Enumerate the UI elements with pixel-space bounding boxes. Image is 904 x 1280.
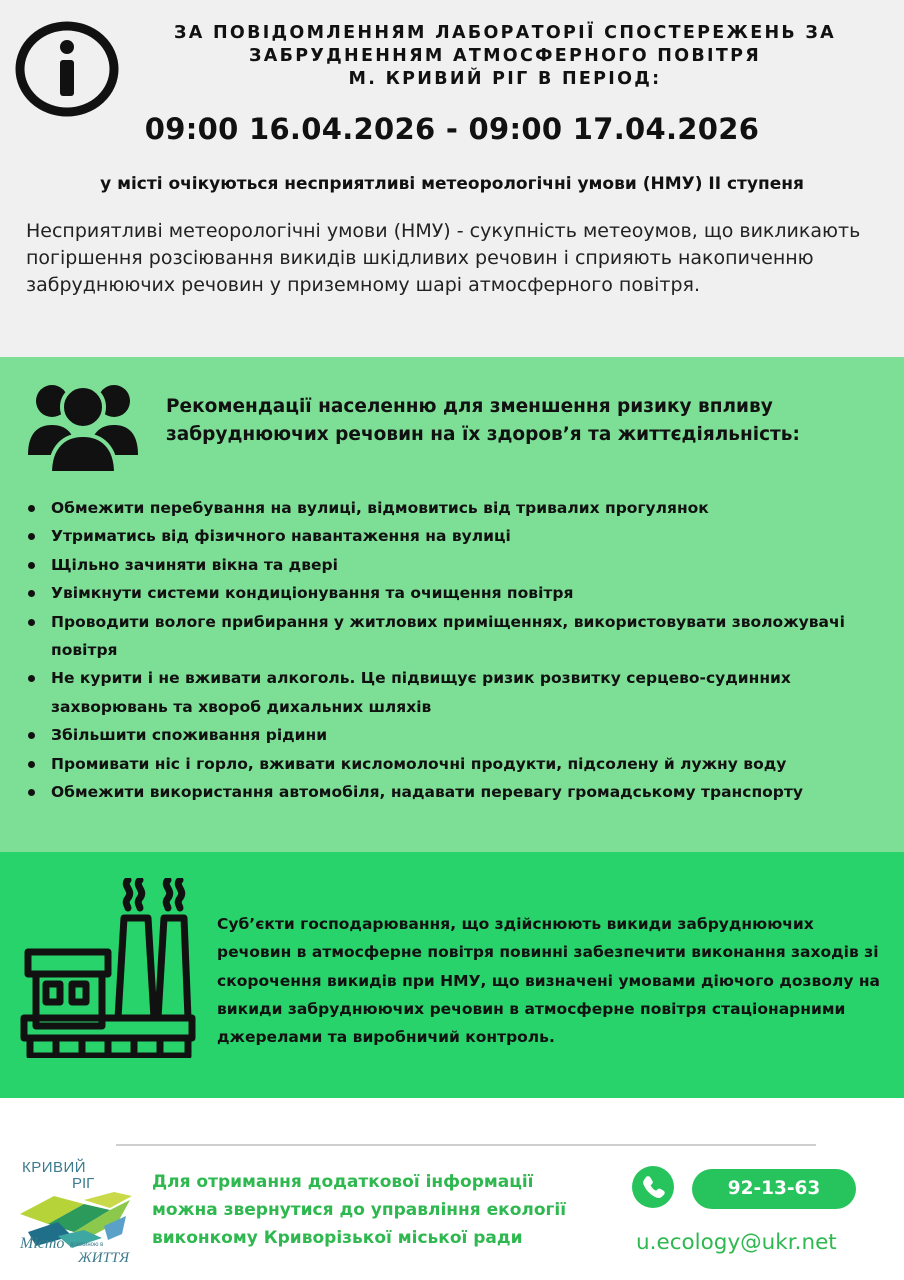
info-icon <box>14 20 120 118</box>
recommendations-list <box>24 494 884 806</box>
logo-text: РІГ <box>72 1175 95 1192</box>
list-item: Не курити і не вживати алкоголь. Це підвищує ризик розвитку серцево-судинних захворювань та хвороб дихальних шляхів <box>24 664 884 721</box>
list-item: Проводити вологе прибирання у житлових приміщеннях, використовувати зволожувачі повітря <box>24 608 884 665</box>
nmu-definition: Несприятливі метеорологічні умови (НМУ) - сукупність метеоумов, що викликають погіршення розсіювання викидів шкідливих речовин і сприяють накопиченню забруднюючих речовин у приземному шарі атмосферного повітря. <box>26 220 861 296</box>
list-item: Промивати ніс і горло, вживати кисломолочні продукти, підсолену й лужну воду <box>24 750 884 778</box>
list-item: Утриматись від фізичного навантаження на вулиці <box>24 522 884 550</box>
contact-info-line: виконкому Криворізької міської ради <box>152 1228 523 1248</box>
city-logo <box>14 1156 136 1266</box>
header-title <box>140 22 870 91</box>
nmu-warning: у місті очікуються несприятливі метеорологічні умови (НМУ) ІІ ступеня <box>100 174 804 194</box>
enterprises-text: Суб’єкти господарювання, що здійснюють викиди забруднюючих речовин в атмосферне повітря повинні забезпечити виконання заходів зі скорочення викидів при НМУ, що визначені умовами діючого дозволу на викиди забруднюючих речовин в атмосферне повітря стаціонарними джерелами та виробничий контроль. <box>217 915 880 1047</box>
phone-number[interactable]: 92-13-63 <box>692 1169 856 1209</box>
contact-info-line: Для отримання додаткової інформації <box>152 1172 534 1192</box>
list-item: Обмежити використання автомобіля, надавати перевагу громадському транспорту <box>24 778 884 806</box>
contact-info <box>152 1168 622 1252</box>
recommendations-title-line: забруднюючих речовин на їх здоров’я та життєдіяльність: <box>166 424 800 445</box>
recommendations-title <box>166 393 886 449</box>
logo-text: КРИВИЙ <box>22 1159 87 1176</box>
list-item: Увімкнути системи кондиціонування та очищення повітря <box>24 579 884 607</box>
header-section <box>0 0 904 357</box>
factory-icon <box>20 878 200 1058</box>
list-item: Обмежити перебування на вулиці, відмовитись від тривалих прогулянок <box>24 494 884 522</box>
header-title-line: ЗАБРУДНЕННЯМ АТМОСФЕРНОГО ПОВІТРЯ <box>249 46 761 66</box>
header-title-line: ЗА ПОВІДОМЛЕННЯМ ЛАБОРАТОРІЇ СПОСТЕРЕЖЕНЬ ЗА <box>173 23 836 43</box>
logo-text: ЖИТТЯ <box>78 1250 130 1266</box>
footer-divider <box>116 1144 816 1146</box>
logo-text: Місто <box>20 1235 65 1252</box>
recommendations-title-line: Рекомендації населенню для зменшення ризику впливу <box>166 396 773 417</box>
logo-text: довжиною в <box>70 1242 104 1248</box>
header-title-line: М. КРИВИЙ РІГ В ПЕРІОД: <box>348 69 662 89</box>
list-item: Щільно зачиняти вікна та двері <box>24 551 884 579</box>
phone-icon <box>632 1166 674 1208</box>
email-link[interactable]: u.ecology@ukr.net <box>636 1230 837 1255</box>
recommendations-section <box>0 357 904 852</box>
list-item: Збільшити споживання рідини <box>24 721 884 749</box>
people-group-icon <box>24 377 142 473</box>
period-dates: 09:00 16.04.2026 - 09:00 17.04.2026 <box>144 112 760 146</box>
enterprises-section <box>0 852 904 1098</box>
contact-info-line: можна звернутися до управління екології <box>152 1200 567 1220</box>
